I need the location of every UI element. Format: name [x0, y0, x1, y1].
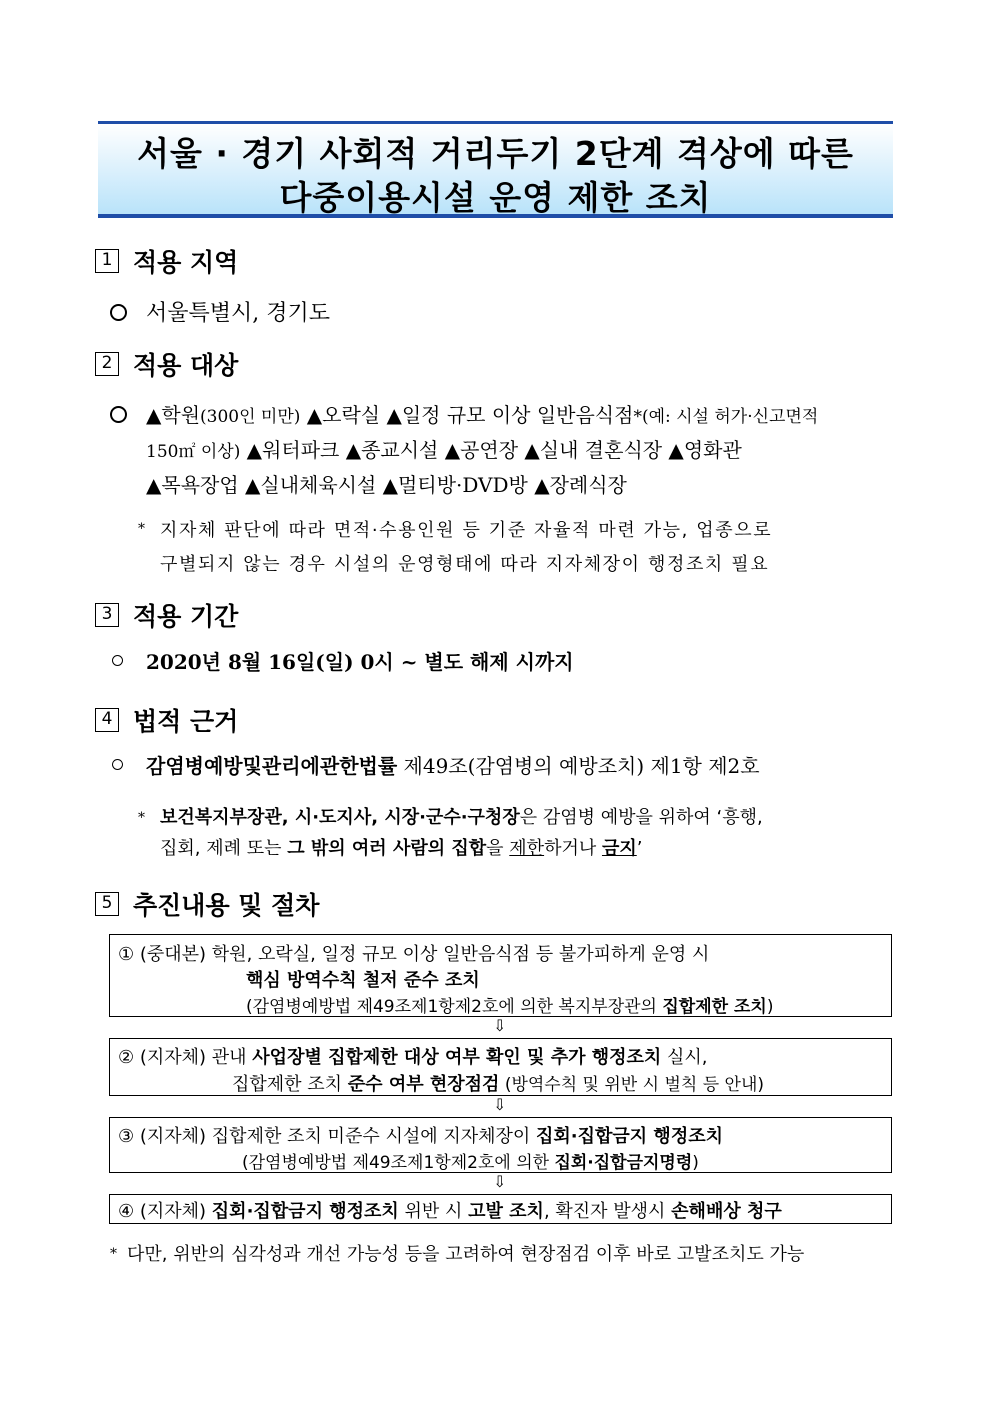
section-heading-1 [95, 243, 238, 279]
title-line-2: 다중이용시설 운영 제한 조치 [279, 178, 712, 217]
step-text: 집합제한 조치 [232, 1074, 348, 1095]
target-note: *(예: 시설 허가·신고면적 [633, 407, 819, 427]
law-article: 제49조(감염병의 예방조치) 제1항 제2호 [397, 754, 760, 778]
law-note-2 [160, 834, 642, 860]
law-note-bold: 그 밖의 여러 사람의 집합 [287, 838, 487, 859]
step1-line2: 핵심 방역수칙 철저 준수 조치 [246, 970, 480, 991]
period-item: 2020년 8월 16일(일) 0시 ~ 별도 해제 시까지 [146, 650, 574, 674]
step-text-bold: 집회·집합금지명령 [554, 1153, 693, 1173]
step2-line2 [232, 1070, 764, 1096]
step-text: (감염병예방법 제49조제1항제2호에 의한 [242, 1153, 555, 1173]
target-note: 150㎡ 이상) [146, 442, 241, 462]
title-line-1: 서울 · 경기 사회적 거리두기 2단계 격상에 따른 [137, 134, 854, 173]
step1-line3 [246, 992, 773, 1017]
step-box-2 [109, 1038, 892, 1096]
asterisk: * [138, 810, 145, 826]
law-item [146, 750, 760, 779]
step-text: ) [766, 997, 774, 1017]
section-heading-5 [95, 886, 319, 922]
target-line-2 [146, 434, 742, 463]
section-heading-2 [95, 346, 238, 382]
section-heading-3 [95, 597, 238, 633]
step-text-bold: 고발 조치 [468, 1201, 544, 1222]
step-text-bold: 집합제한 조치 [662, 997, 767, 1017]
target-text: ▲오락실 ▲일정 규모 이상 일반음식점 [300, 403, 634, 427]
down-arrow-icon: ⇩ [493, 1172, 507, 1191]
step3-line2 [242, 1148, 699, 1173]
section-number: 4 [95, 708, 119, 732]
law-note-text: 집회, 제례 또는 [160, 838, 288, 859]
law-note-bold: 보건복지부장관, 시·도지사, 시장·군수·구청장 [160, 807, 520, 828]
step-box-3 [109, 1117, 892, 1173]
section-label: 적용 지역 [133, 248, 239, 277]
step-text: 위반 시 [398, 1201, 469, 1222]
step-text-bold: 사업장별 집합제한 대상 여부 확인 및 추가 행정조치 [252, 1047, 662, 1068]
step-text-bold: 집회·집합금지 행정조치 [211, 1201, 399, 1222]
section-heading-4 [95, 702, 238, 738]
section-label: 적용 기간 [133, 602, 239, 631]
step-text: ) [692, 1153, 699, 1173]
asterisk: * [138, 521, 145, 537]
step-text: ④ (지자체) [118, 1201, 212, 1222]
law-name: 감염병예방및관리에관한법률 [146, 754, 398, 778]
law-note-text: 은 감염병 예방을 위하여 ‘흥행, [519, 807, 763, 828]
step-text-bold: 손해배상 청구 [671, 1201, 782, 1222]
step-text-bold: 준수 여부 현장점검 [347, 1074, 500, 1095]
target-text: ▲워터파크 ▲종교시설 ▲공연장 ▲실내 결혼식장 ▲영화관 [240, 438, 742, 462]
step3-line1 [118, 1122, 723, 1148]
section-label: 법적 근거 [133, 707, 239, 736]
target-text: ▲학원 [146, 403, 201, 427]
section-number: 2 [95, 352, 119, 376]
target-line-3: ▲목욕장업 ▲실내체육시설 ▲멀티방·DVD방 ▲장례식장 [146, 473, 627, 497]
law-note-text: 을 [486, 838, 510, 859]
title-banner [98, 121, 893, 218]
section-number: 3 [95, 603, 119, 627]
down-arrow-icon: ⇩ [493, 1095, 507, 1114]
step2-line1 [118, 1043, 708, 1069]
law-note-1 [160, 803, 763, 829]
down-arrow-icon: ⇩ [493, 1016, 507, 1035]
bullet-circle-icon [112, 655, 123, 666]
law-note-text: ’ [636, 838, 643, 859]
step-box-1 [109, 934, 892, 1017]
step-text: (방역수칙 및 위반 시 벌칙 등 안내) [499, 1075, 764, 1095]
step-text-bold: 집회·집합금지 행정조치 [536, 1126, 723, 1147]
step-box-4 [109, 1194, 892, 1224]
law-note-underline: 금지 [601, 838, 637, 859]
region-item: 서울특별시, 경기도 [146, 301, 331, 326]
section-label: 적용 대상 [133, 351, 239, 380]
target-text: (300인 미만) [200, 407, 301, 427]
bullet-circle-icon [110, 406, 127, 423]
step-text: , 확진자 발생시 [543, 1201, 672, 1222]
step-text: ③ (지자체) 집합제한 조치 미준수 시설에 지자체장이 [118, 1126, 536, 1147]
step-text: 실시, [661, 1047, 708, 1068]
section-label: 추진내용 및 절차 [133, 891, 320, 920]
step1-line1: ① (중대본) 학원, 오락실, 일정 규모 이상 일반음식점 등 불가피하게 운영 시 [118, 944, 710, 965]
target-line-1 [146, 399, 818, 428]
target-note-2: 구별되지 않는 경우 시설의 운영형태에 따라 지자체장이 행정조치 필요 [160, 554, 770, 575]
section-number: 1 [95, 249, 119, 273]
target-note-1: 지자체 판단에 따라 면적·수용인원 등 기준 자율적 마련 가능, 업종으로 [160, 520, 773, 541]
step4-line1 [118, 1197, 782, 1223]
section-number: 5 [95, 892, 119, 916]
bullet-circle-icon [112, 759, 123, 770]
footnote: 다만, 위반의 심각성과 개선 가능성 등을 고려하여 현장점검 이후 바로 고발조치도 가능 [127, 1244, 805, 1265]
law-note-underline: 제한 [509, 838, 545, 859]
step-text: ② (지자체) 관내 [118, 1047, 253, 1068]
law-note-text: 하거나 [544, 838, 602, 859]
step-text: (감염병예방법 제49조제1항제2호에 의한 복지부장관의 [246, 997, 663, 1017]
bullet-circle-icon [110, 304, 127, 321]
asterisk: * [110, 1246, 117, 1262]
